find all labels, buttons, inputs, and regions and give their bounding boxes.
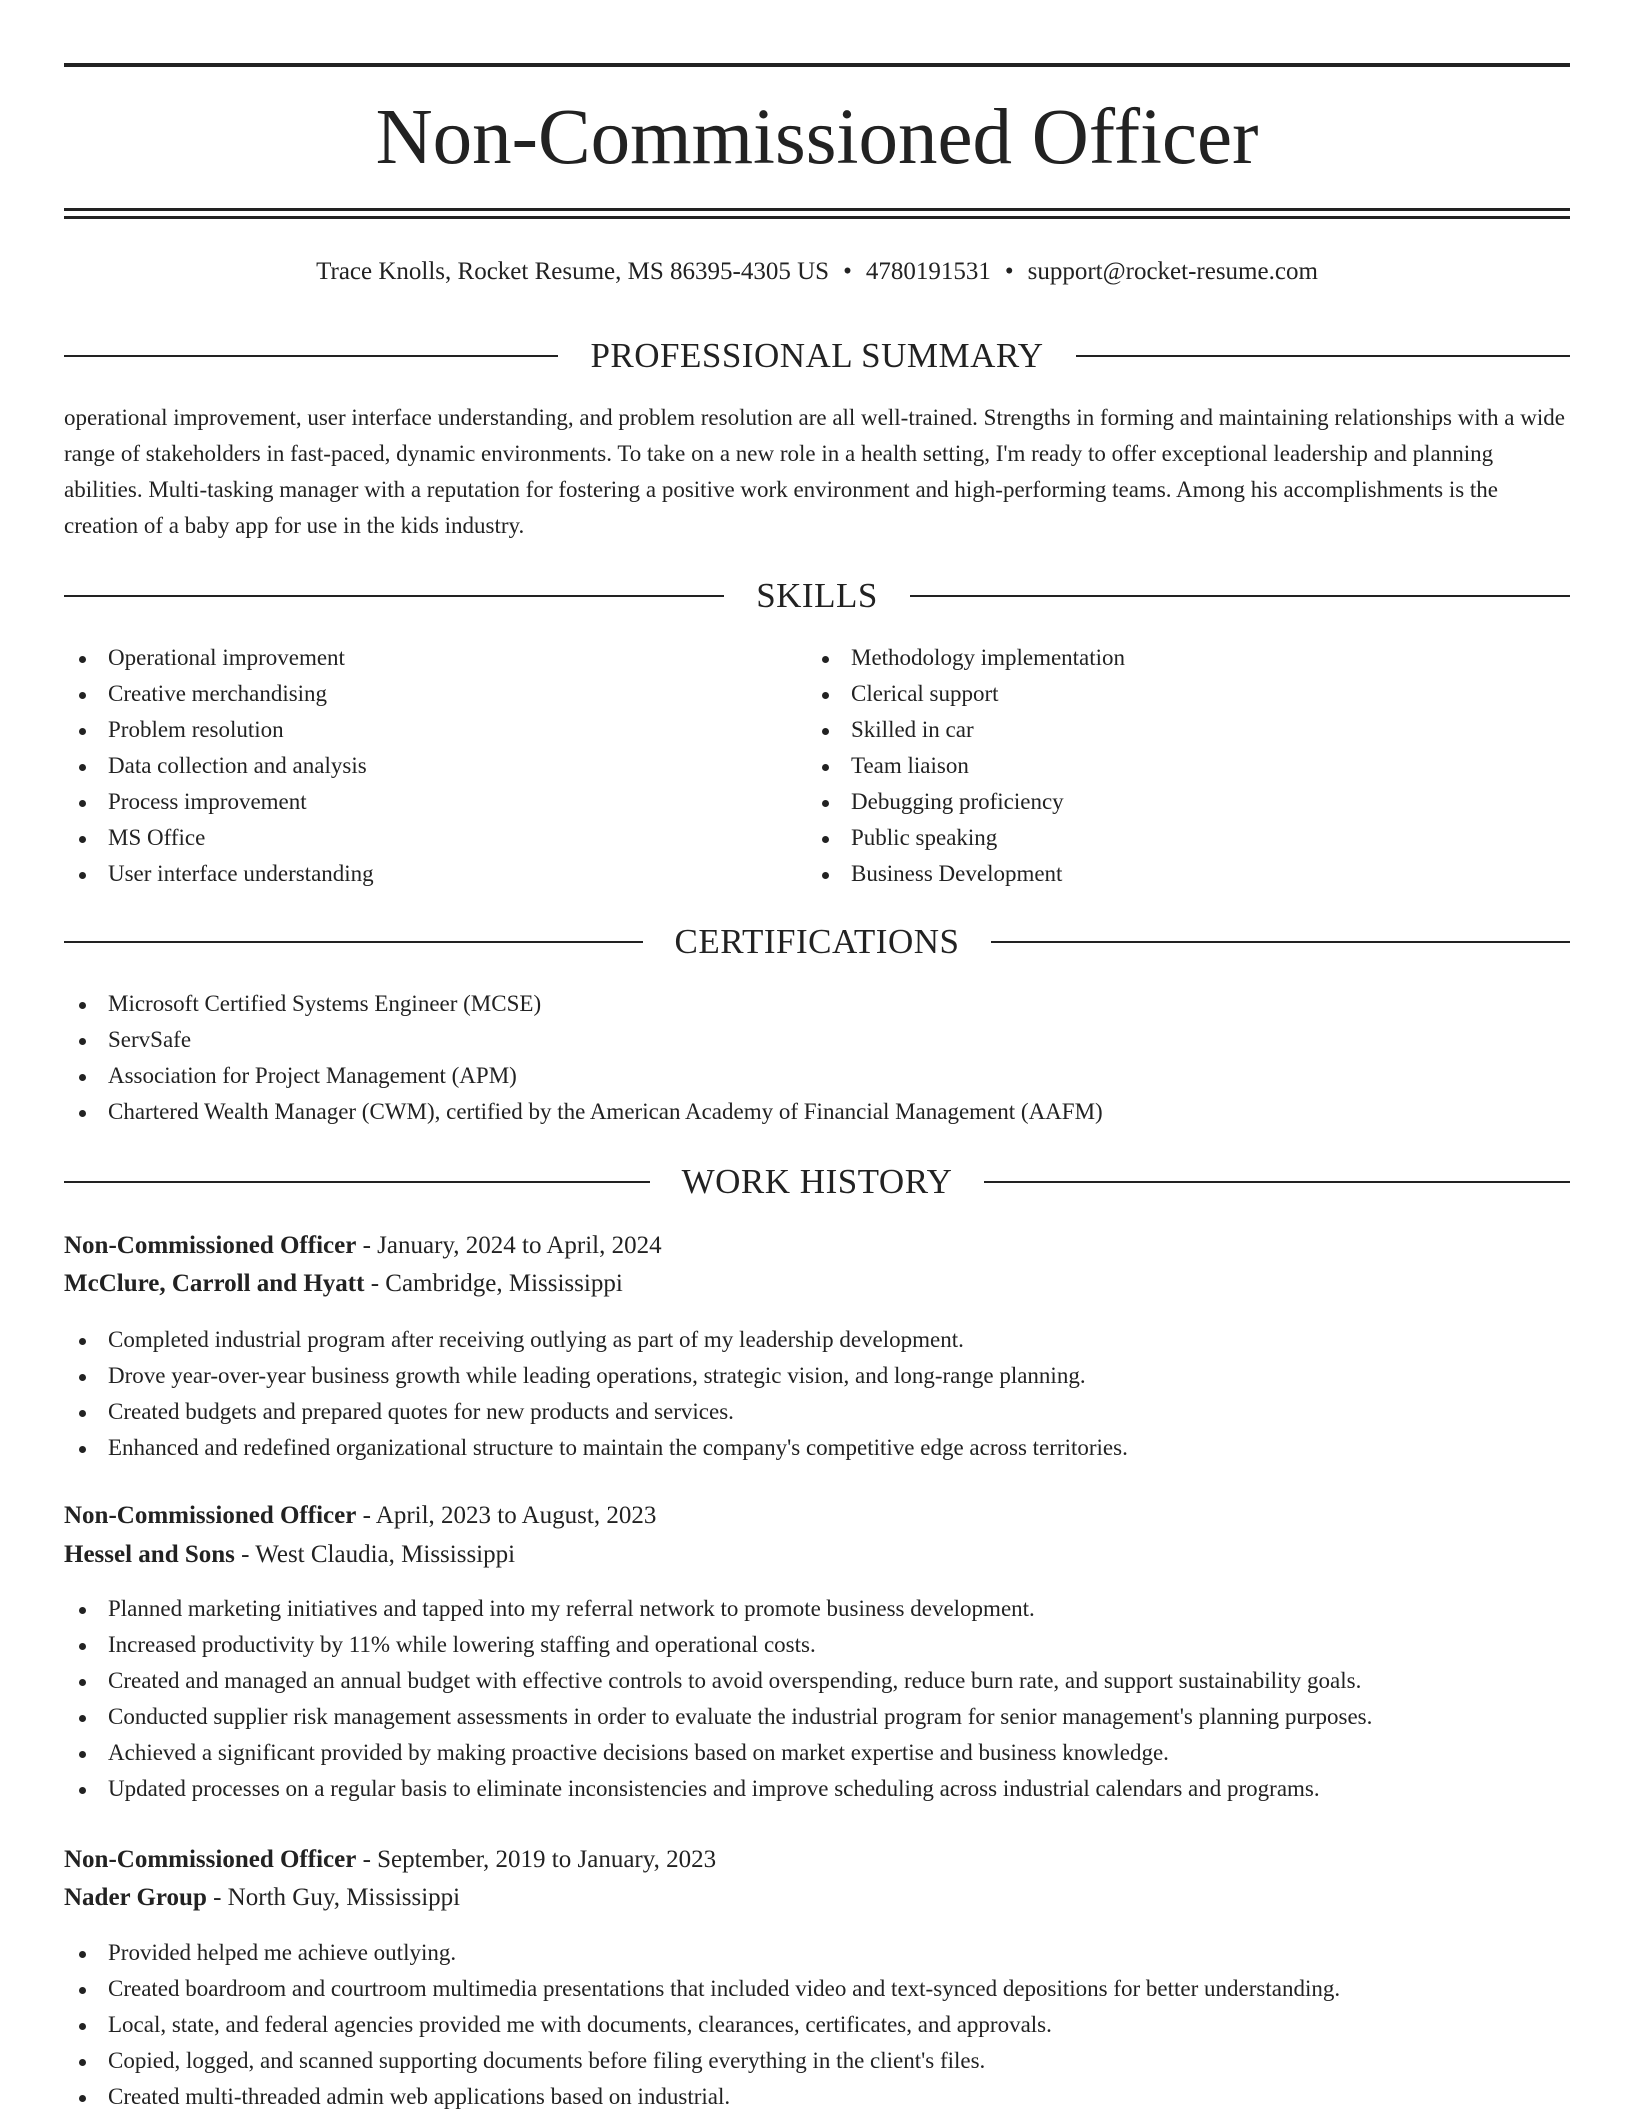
job-bullet: Copied, logged, and scanned supporting documents before filing everything in the client's files. <box>64 2043 1340 2079</box>
job-bullets <box>64 1935 1340 2115</box>
job-title: Non-Commissioned Officer <box>64 1502 357 1529</box>
job-bullet: Planned marketing initiatives and tapped into my referral network to promote business development. <box>64 1591 1372 1627</box>
certification-item: Microsoft Certified Systems Engineer (MCSE) <box>64 986 1103 1022</box>
page-title: Non-Commissioned Officer <box>375 94 1259 181</box>
skill-item: User interface understanding <box>64 856 374 892</box>
job-bullet: Completed industrial program after receiving outlying as part of my leadership development. <box>64 1322 1128 1358</box>
skill-item: Operational improvement <box>64 640 374 676</box>
job-bullet: Conducted supplier risk management assessments in order to evaluate the industrial program for senior management's planning purposes. <box>64 1699 1372 1735</box>
job-location: - West Claudia, Mississippi <box>234 1541 516 1568</box>
job-company: Nader Group <box>64 1884 207 1911</box>
job-company: McClure, Carroll and Hyatt <box>64 1270 365 1297</box>
certifications-list <box>64 986 1103 1130</box>
section-title: PROFESSIONAL SUMMARY <box>590 336 1044 375</box>
job-title-line <box>64 1227 1570 1265</box>
job-title-line <box>64 1497 1570 1535</box>
contact-separator: • <box>1004 258 1014 285</box>
summary-section-heading <box>64 334 1570 378</box>
skill-item: Debugging proficiency <box>807 784 1125 820</box>
contact-phone: 4780191531 <box>865 258 991 285</box>
job-title-line <box>64 1841 1570 1879</box>
job-title: Non-Commissioned Officer <box>64 1232 357 1259</box>
header-bottom-rule <box>64 208 1570 211</box>
job-company-line <box>64 1265 1570 1303</box>
job-company: Hessel and Sons <box>64 1541 235 1568</box>
job-bullet: Increased productivity by 11% while lowering staffing and operational costs. <box>64 1627 1372 1663</box>
skill-item: Public speaking <box>807 820 1125 856</box>
skill-item: Problem resolution <box>64 712 374 748</box>
job-dates: - September, 2019 to January, 2023 <box>356 1846 717 1873</box>
job-bullet: Achieved a significant provided by making proactive decisions based on market expertise and business knowledge. <box>64 1735 1372 1771</box>
section-divider <box>64 355 558 357</box>
job-title: Non-Commissioned Officer <box>64 1846 357 1873</box>
job-bullet: Created multi-threaded admin web applications based on industrial. <box>64 2079 1340 2115</box>
section-divider <box>64 1181 650 1183</box>
section-divider <box>991 941 1570 943</box>
job-bullet: Created boardroom and courtroom multimedia presentations that included video and text-synced depositions for better understanding. <box>64 1971 1340 2007</box>
job-bullet: Local, state, and federal agencies provided me with documents, clearances, certificates, and approvals. <box>64 2007 1340 2043</box>
summary-text: operational improvement, user interface understanding, and problem resolution are all well-trained. Strengths in forming and maintaining relationships with a wide range of stakeholders in fast-paced, dynamic environments. To take on a new role in a health setting, I'm ready to offer exceptional leadership and planning abilities. Multi-tasking manager with a reputation for fostering a positive work environment and high-performing teams. Among his accomplishments is the creation of a baby app for use in the kids industry. <box>64 405 1565 538</box>
section-divider <box>64 941 643 943</box>
job-location: - Cambridge, Mississippi <box>364 1270 623 1297</box>
work-history-section-heading <box>64 1160 1570 1204</box>
skill-item: Skilled in car <box>807 712 1125 748</box>
job-bullets <box>64 1322 1128 1466</box>
header-bottom-rule-second <box>64 216 1570 219</box>
skill-item: Creative merchandising <box>64 676 374 712</box>
skill-item: Team liaison <box>807 748 1125 784</box>
section-title: WORK HISTORY <box>681 1162 953 1201</box>
section-divider <box>1076 355 1570 357</box>
job-bullet: Created and managed an annual budget with effective controls to avoid overspending, reduce burn rate, and support sustainability goals. <box>64 1663 1372 1699</box>
section-divider <box>64 595 724 597</box>
job-company-line <box>64 1536 1570 1574</box>
section-title: CERTIFICATIONS <box>674 922 960 961</box>
job-dates: - April, 2023 to August, 2023 <box>356 1502 657 1529</box>
contact-address: Trace Knolls, Rocket Resume, MS 86395-4305 US <box>316 258 830 285</box>
skill-item: Methodology implementation <box>807 640 1125 676</box>
header-top-rule <box>64 63 1570 67</box>
skills-section-heading <box>64 574 1570 618</box>
job-company-line <box>64 1879 1570 1917</box>
section-divider <box>910 595 1570 597</box>
contact-email[interactable]: support@rocket-resume.com <box>1027 258 1318 285</box>
section-title: SKILLS <box>756 576 878 615</box>
job-bullet: Enhanced and redefined organizational structure to maintain the company's competitive edge across territories. <box>64 1430 1128 1466</box>
skill-item: Business Development <box>807 856 1125 892</box>
job-bullet: Drove year-over-year business growth while leading operations, strategic vision, and long-range planning. <box>64 1358 1128 1394</box>
job-bullet: Created budgets and prepared quotes for new products and services. <box>64 1394 1128 1430</box>
job-bullet: Updated processes on a regular basis to eliminate inconsistencies and improve scheduling across industrial calendars and programs. <box>64 1771 1372 1807</box>
job-bullets <box>64 1591 1372 1807</box>
skills-list-right <box>807 640 1125 892</box>
job-dates: - January, 2024 to April, 2024 <box>356 1232 662 1259</box>
job-location: - North Guy, Mississippi <box>206 1884 461 1911</box>
skill-item: Clerical support <box>807 676 1125 712</box>
skill-item: Process improvement <box>64 784 374 820</box>
skill-item: Data collection and analysis <box>64 748 374 784</box>
certifications-section-heading <box>64 920 1570 964</box>
job-bullet: Provided helped me achieve outlying. <box>64 1935 1340 1971</box>
skill-item: MS Office <box>64 820 374 856</box>
certification-item: Association for Project Management (APM) <box>64 1058 1103 1094</box>
contact-separator: • <box>843 258 852 285</box>
section-divider <box>984 1181 1570 1183</box>
certification-item: Chartered Wealth Manager (CWM), certified by the American Academy of Financial Management (AAFM) <box>64 1094 1103 1130</box>
certification-item: ServSafe <box>64 1022 1103 1058</box>
skills-list-left <box>64 640 374 892</box>
contact-line <box>64 254 1570 290</box>
